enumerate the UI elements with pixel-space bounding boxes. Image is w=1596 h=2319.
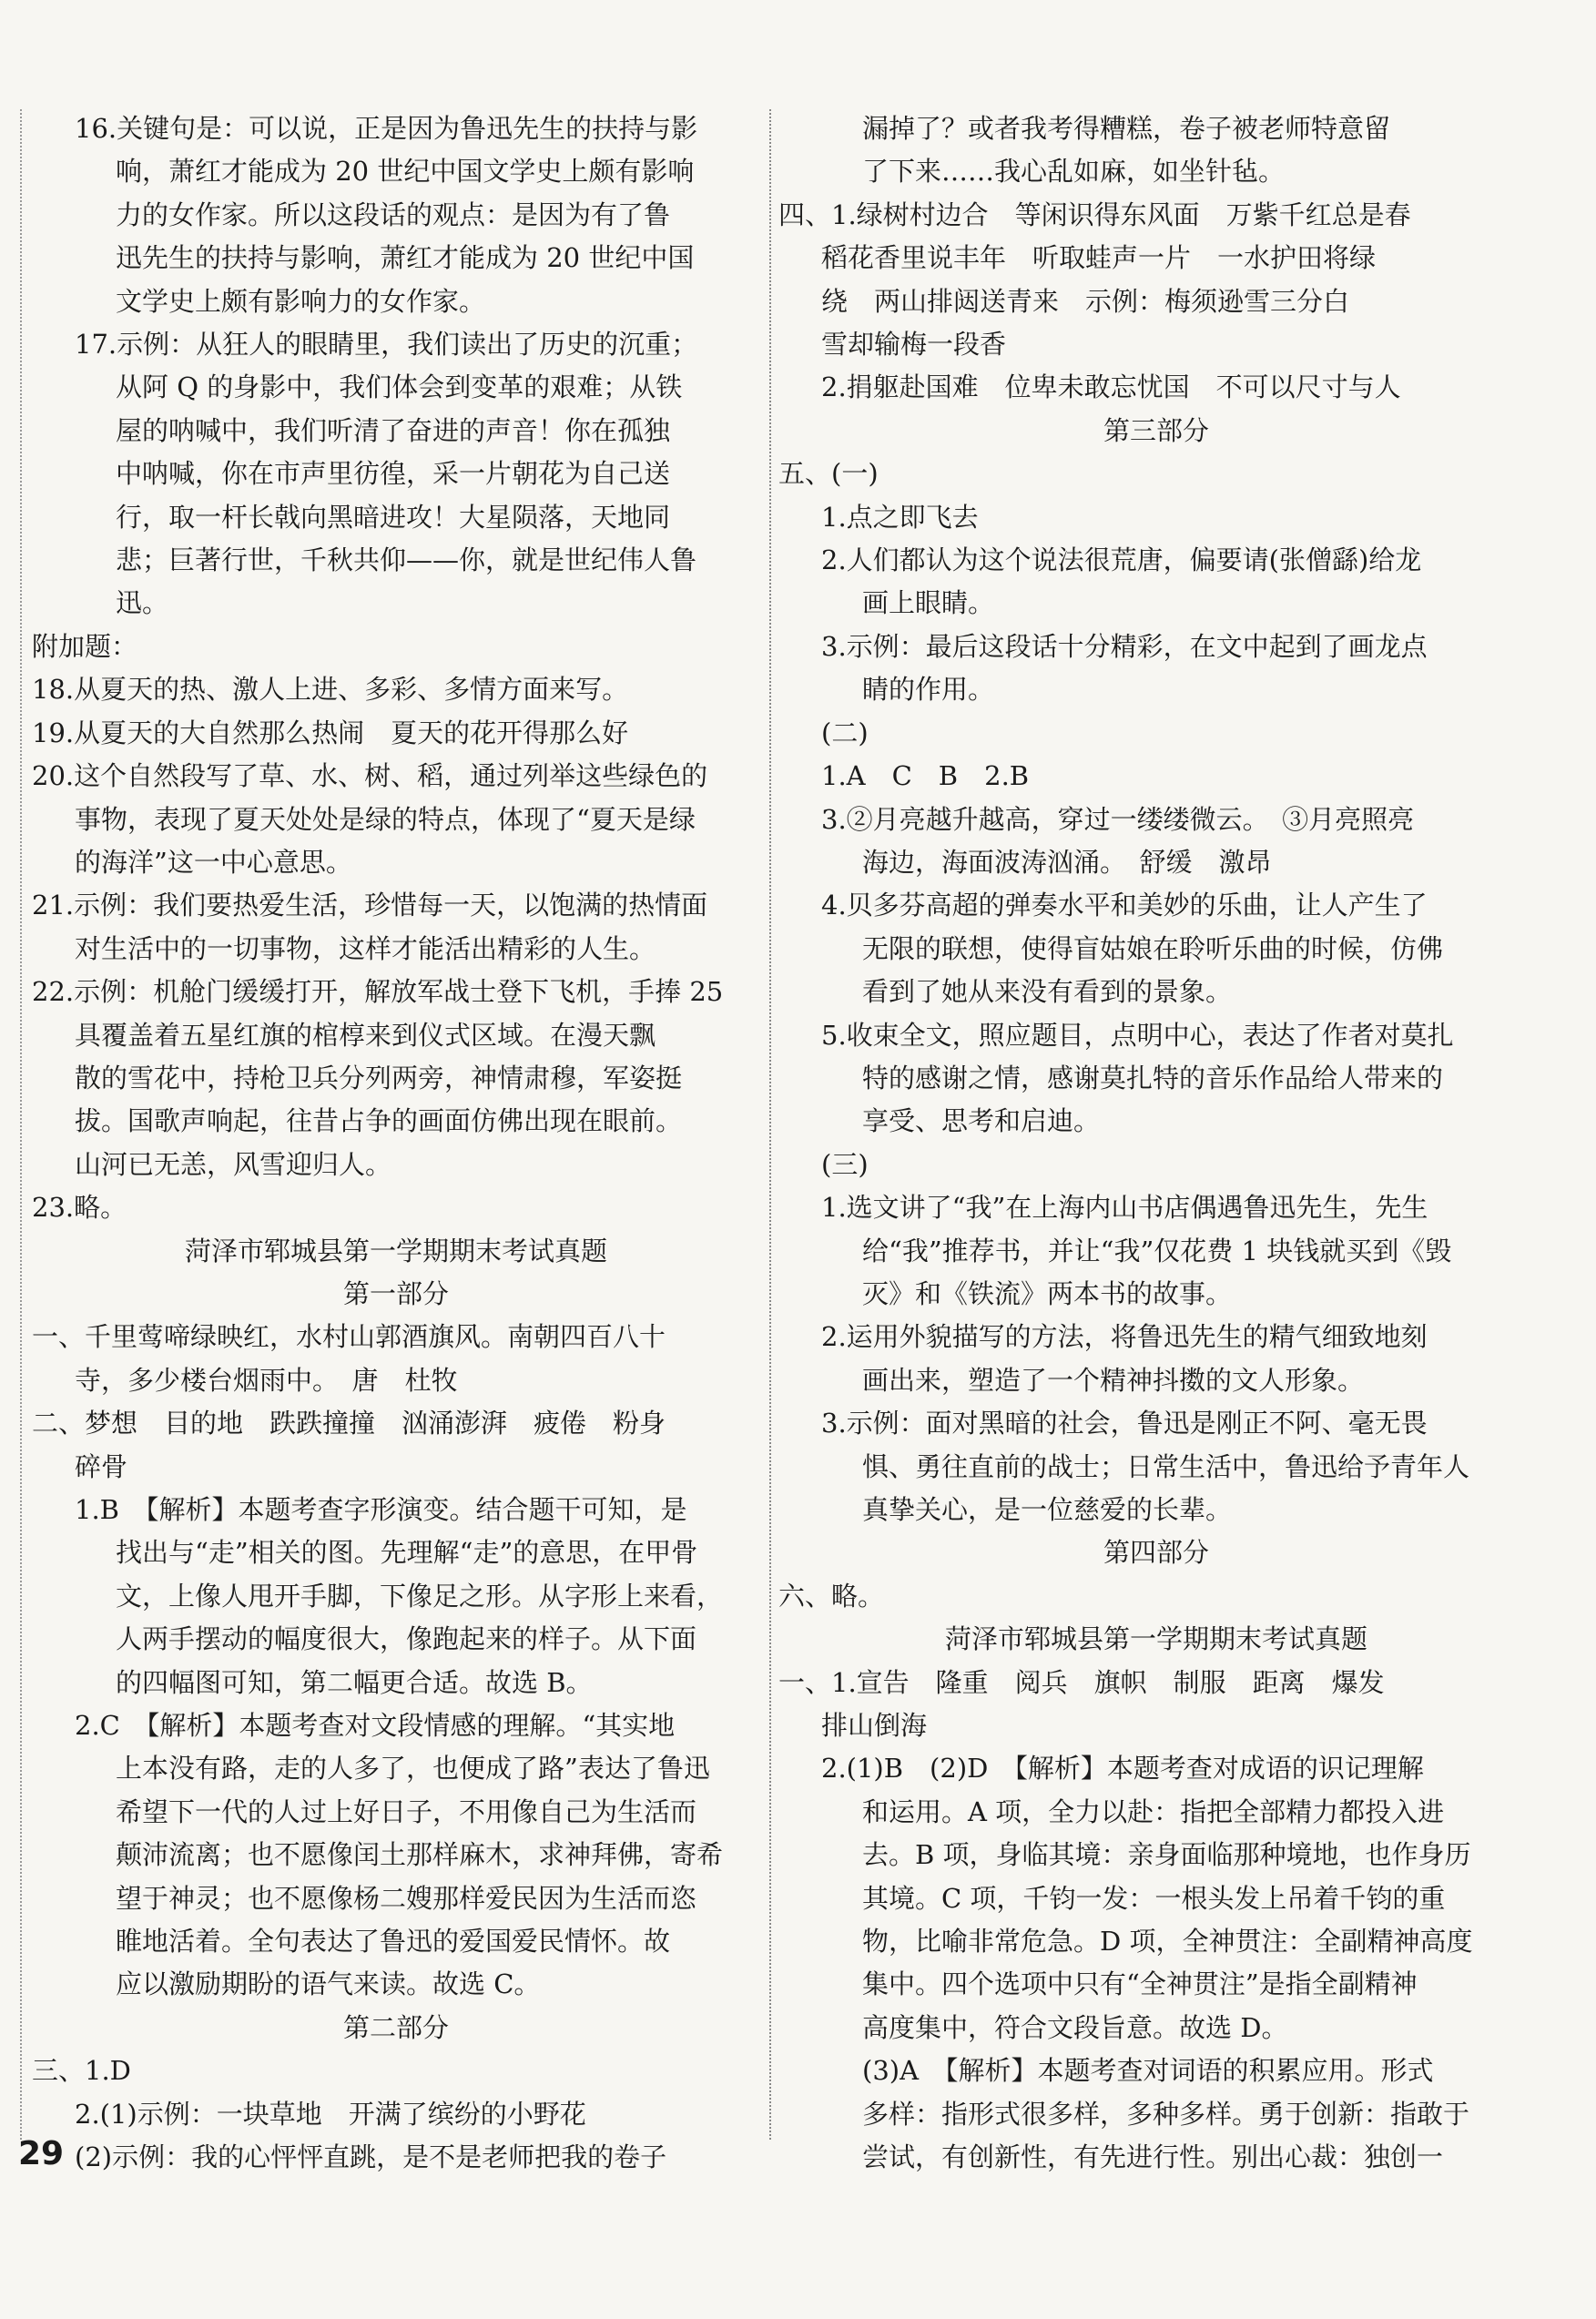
text-line: 对生活中的一切事物，这样才能活出精彩的人生。	[75, 932, 656, 964]
text-line: 行，取一杆长戟向黑暗进攻！大星陨落，天地同	[116, 501, 671, 533]
text-line: 中呐喊，你在市声里彷徨，采一片朝花为自己送	[116, 458, 671, 490]
text-line: 画上眼睛。	[862, 587, 995, 619]
text-line: 五、(一)	[778, 458, 879, 490]
text-line: 多样：指形式很多样，多种多样。勇于创新：指敢于	[862, 2098, 1470, 2130]
section-heading: 第一部分	[342, 1277, 449, 1309]
text-line: 绕 两山排闼送青来 示例：梅须逊雪三分白	[821, 285, 1350, 317]
left-margin-rule	[20, 109, 22, 2140]
text-line: 附加题：	[32, 630, 138, 662]
text-line: 无限的联想，使得盲姑娘在聆听乐曲的时候，仿佛	[862, 932, 1444, 964]
left-column	[32, 107, 760, 2180]
section-heading: 第四部分	[1103, 1537, 1209, 1569]
text-line: 21.示例：我们要热爱生活，珍惜每一天，以饱满的热情面	[32, 890, 708, 921]
column-divider	[769, 109, 771, 2140]
text-line: 望于神灵；也不愿像杨二嫂那样爱民因为生活而恣	[116, 1882, 697, 1914]
text-line: 碎骨	[75, 1450, 128, 1482]
section-heading: 第二部分	[342, 2011, 449, 2043]
text-line: (二)	[821, 717, 869, 748]
text-line: 具覆盖着五星红旗的棺椁来到仪式区域。在漫天飘	[75, 1019, 656, 1051]
text-line: 应以激励期盼的语气来读。故选 C。	[116, 1968, 541, 2000]
text-line: 的四幅图可知，第二幅更合适。故选 B。	[116, 1666, 593, 1698]
text-line: 尝试，有创新性，有先进行性。别出心裁：独创一	[862, 2141, 1444, 2173]
text-line: 特的感谢之情，感谢莫扎特的音乐作品给人带来的	[862, 1062, 1444, 1093]
text-line: 享受、思考和启迪。	[862, 1105, 1101, 1137]
text-line: 1.点之即飞去	[821, 501, 979, 533]
text-line: 迅先生的扶持与影响，萧红才能成为 20 世纪中国	[116, 242, 695, 274]
text-line: 看到了她从来没有看到的景象。	[862, 976, 1233, 1008]
text-line: 18.从夏天的热、激人上进、多彩、多情方面来写。	[32, 674, 629, 706]
text-line: 四、1.绿树村边合 等闲识得东风面 万紫千红总是春	[778, 198, 1411, 230]
text-line: 1.B 【解析】本题考查字形演变。结合题干可知，是	[75, 1494, 687, 1525]
text-line: 其境。C 项，千钧一发：一根头发上吊着千钧的重	[862, 1882, 1446, 1914]
text-line: 了下来……我心乱如麻，如坐针毡。	[862, 156, 1286, 188]
text-line: 去。B 项，身临其境：亲身面临那种境地，也作身历	[862, 1839, 1471, 1871]
text-line: 19.从夏天的大自然那么热闹 夏天的花开得那么好	[32, 717, 629, 748]
text-line: 灭》和《铁流》两本书的故事。	[862, 1277, 1233, 1309]
section-heading: 菏泽市郓城县第一学期期末考试真题	[184, 1235, 607, 1266]
text-line: 的海洋”这一中心意思。	[75, 846, 352, 878]
text-line: 悲；巨著行世，千秋共仰——你，就是世纪伟人鲁	[116, 544, 697, 576]
text-line: (2)示例：我的心怦怦直跳，是不是老师把我的卷子	[75, 2141, 667, 2173]
text-line: (3)A 【解析】本题考查对词语的积累应用。形式	[862, 2055, 1434, 2087]
text-line: 集中。四个选项中只有“全神贯注”是指全副精神	[862, 1968, 1418, 2000]
text-line: 睢地活着。全句表达了鲁迅的爱国爱民情怀。故	[116, 1926, 671, 1958]
text-line: 睛的作用。	[862, 674, 995, 706]
text-line: 1.选文讲了“我”在上海内山书店偶遇鲁迅先生，先生	[821, 1192, 1428, 1224]
text-line: 文学史上颇有影响力的女作家。	[116, 285, 486, 317]
text-line: 3.示例：面对黑暗的社会，鲁迅是刚正不阿、毫无畏	[821, 1408, 1428, 1439]
text-line: 2.捐躯赴国难 位卑未敢忘忧国 不可以尺寸与人	[821, 371, 1401, 403]
text-line: 2.(1)示例：一块草地 开满了缤纷的小野花	[75, 2098, 586, 2130]
text-line: 响，萧红才能成为 20 世纪中国文学史上颇有影响	[116, 156, 695, 188]
text-line: 3.②月亮越升越高，穿过一缕缕微云。 ③月亮照亮	[821, 803, 1415, 835]
text-line: 排山倒海	[821, 1710, 928, 1742]
text-line: 2.运用外貌描写的方法，将鲁迅先生的精气细致地刻	[821, 1321, 1428, 1353]
text-line: 和运用。A 项，全力以赴：指把全部精力都投入进	[862, 1795, 1445, 1827]
text-line: 一、1.宣告 隆重 阅兵 旗帜 制服 距离 爆发	[778, 1666, 1385, 1698]
text-line: 惧、勇往直前的战士；日常生活中，鲁迅给予青年人	[862, 1450, 1470, 1482]
text-line: 二、梦想 目的地 跌跌撞撞 汹涌澎湃 疲倦 粉身	[32, 1408, 666, 1439]
text-line: 2.C 【解析】本题考查对文段情感的理解。“其实地	[75, 1710, 676, 1742]
text-line: 稻花香里说丰年 听取蛙声一片 一水护田将绿	[821, 242, 1377, 274]
text-line: 山河已无恙，风雪迎归人。	[75, 1148, 392, 1180]
right-column	[778, 107, 1534, 2180]
text-line: (三)	[821, 1148, 869, 1180]
text-line: 六、略。	[778, 1580, 885, 1612]
text-line: 5.收束全文，照应题目，点明中心，表达了作者对莫扎	[821, 1019, 1454, 1051]
text-line: 2.人们都认为这个说法很荒唐，偏要请(张僧繇)给龙	[821, 544, 1422, 576]
text-line: 漏掉了？或者我考得糟糕，卷子被老师特意留	[862, 113, 1391, 144]
text-line: 屋的呐喊中，我们听清了奋进的声音！你在孤独	[116, 414, 671, 446]
text-line: 给“我”推荐书，并让“我”仅花费 1 块钱就买到《毁	[862, 1235, 1452, 1266]
text-line: 三、1.D	[32, 2055, 131, 2087]
text-line: 16.关键句是：可以说，正是因为鲁迅先生的扶持与影	[75, 113, 698, 144]
text-line: 雪却输梅一段香	[821, 329, 1007, 361]
text-line: 找出与“走”相关的图。先理解“走”的意思，在甲骨	[116, 1537, 698, 1569]
text-line: 力的女作家。所以这段话的观点：是因为有了鲁	[116, 198, 671, 230]
text-line: 人两手摆动的幅度很大，像跑起来的样子。从下面	[116, 1623, 697, 1655]
text-line: 事物，表现了夏天处处是绿的特点，体现了“夏天是绿	[75, 803, 696, 835]
text-line: 拔。国歌声响起，往昔占争的画面仿佛出现在眼前。	[75, 1105, 683, 1137]
text-line: 一、千里莺啼绿映红，水村山郭酒旗风。南朝四百八十	[32, 1321, 666, 1353]
text-line: 上本没有路，走的人多了，也便成了路”表达了鲁迅	[116, 1753, 710, 1785]
text-line: 1.A C B 2.B	[821, 760, 1030, 792]
text-line: 3.示例：最后这段话十分精彩，在文中起到了画龙点	[821, 630, 1428, 662]
text-line: 迅。	[116, 587, 169, 619]
text-line: 从阿 Q 的身影中，我们体会到变革的艰难；从铁	[116, 371, 683, 403]
section-heading: 菏泽市郓城县第一学期期末考试真题	[944, 1623, 1367, 1655]
section-heading: 第三部分	[1103, 414, 1209, 446]
text-line: 希望下一代的人过上好日子，不用像自己为生活而	[116, 1795, 697, 1827]
text-line: 物，比喻非常危急。D 项，全神贯注：全副精神高度	[862, 1926, 1473, 1958]
text-line: 颠沛流离；也不愿像闰土那样麻木，求神拜佛，寄希	[116, 1839, 724, 1871]
page-number: 29	[18, 2135, 65, 2172]
text-line: 海边，海面波涛汹涌。 舒缓 激昂	[862, 846, 1272, 878]
text-line: 20.这个自然段写了草、水、树、稻，通过列举这些绿色的	[32, 760, 708, 792]
text-line: 17.示例：从狂人的眼睛里，我们读出了历史的沉重；	[75, 329, 698, 361]
text-line: 真挚关心，是一位慈爱的长辈。	[862, 1494, 1233, 1525]
text-line: 寺，多少楼台烟雨中。 唐 杜牧	[75, 1364, 458, 1396]
text-line: 4.贝多芬高超的弹奏水平和美妙的乐曲，让人产生了	[821, 890, 1428, 921]
text-line: 2.(1)B (2)D 【解析】本题考查对成语的识记理解	[821, 1753, 1424, 1785]
text-line: 22.示例：机舱门缓缓打开，解放军战士登下飞机，手捧 25	[32, 976, 724, 1008]
text-line: 高度集中，符合文段旨意。故选 D。	[862, 2011, 1288, 2043]
text-line: 23.略。	[32, 1192, 127, 1224]
text-line: 文，上像人甩开手脚，下像足之形。从字形上来看，	[116, 1580, 724, 1612]
text-line: 散的雪花中，持枪卫兵分列两旁，神情肃穆，军姿挺	[75, 1062, 683, 1093]
text-line: 画出来，塑造了一个精神抖擞的文人形象。	[862, 1364, 1365, 1396]
